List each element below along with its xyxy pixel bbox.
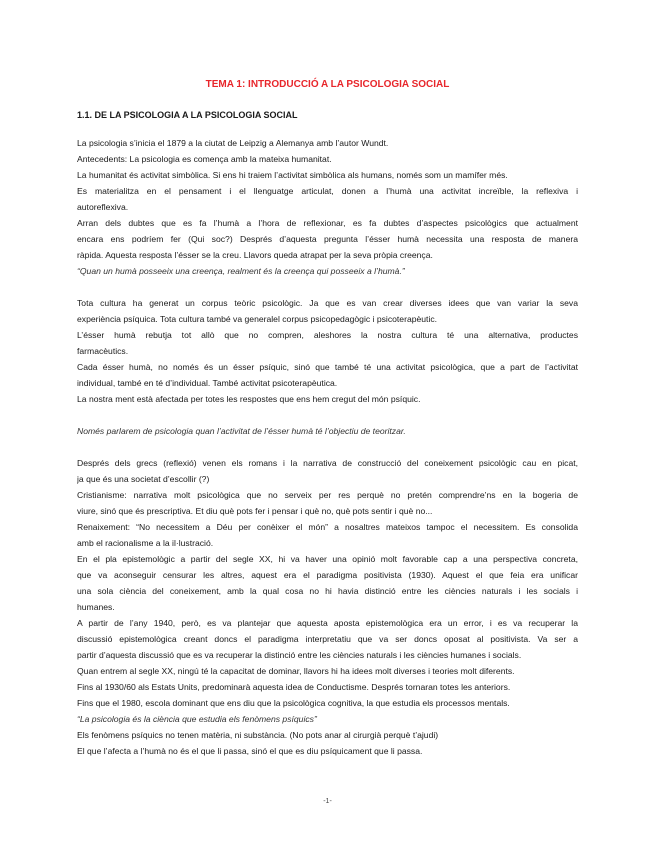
paragraph [77, 327, 578, 359]
text-line: Fins al 1930/60 als Estats Units, predominarà aquesta idea de Conductisme. Després tornaran totes les anteriors. [77, 682, 511, 692]
blank-line [77, 439, 578, 455]
paragraph [77, 183, 578, 215]
paragraph [77, 391, 578, 407]
paragraph [77, 727, 578, 743]
text-line: L’ésser humà rebutja tot allò que no compren, aleshores la nostra cultura té una alternativa, productes [77, 330, 578, 340]
text-line: farmacèutics. [77, 346, 129, 356]
text-line: Fins que el 1980, escola dominant que ens diu que la psicològica cognitiva, la que estudia els processos mentals. [77, 698, 510, 708]
text-line: Renaixement: “No necessitem a Déu per conèixer el món” a nosaltres mateixos tampoc el necessitem. Es consolida [77, 522, 578, 532]
text-line: que va aconseguir censurar les altres, aquest era el paradigma positivista (1930). Aquest el que feia era unificar [77, 570, 578, 580]
text-line: ja que és una societat d’escollir (?) [77, 474, 210, 484]
text-line: viure, sinó que és prescriptiva. Et diu què pots fer i pensar i què no, què pots sentir i què no... [77, 506, 433, 516]
paragraph [77, 215, 578, 263]
text-line: ràpida. Aquesta resposta l’ésser se la creu. Llavors queda atrapat per la seva pròpia creença. [77, 250, 433, 260]
paragraph [77, 295, 578, 327]
paragraph [77, 455, 578, 487]
text-line: Després dels grecs (reflexió) venen els romans i la narrativa de construcció del coneixement psicològic cau en picat, [77, 458, 578, 468]
text-line: encara ens podríem fer (Qui soc?) Després d’aquesta pregunta l’ésser humà necessita una resposta de manera [77, 234, 578, 244]
text-line: En el pla epistemològic a partir del segle XX, hi va haver una opinió molt favorable cap a una perspectiva concreta, [77, 554, 578, 564]
quote-paragraph [77, 263, 578, 279]
text-line: discussió epistemològica creant doncs el paradigma interpretatiu que va ser doncs oposat al positivista. Va ser a [77, 634, 578, 644]
text-line: Els fenòmens psíquics no tenen matèria, ni substància. (No pots anar al cirurgià perquè t’ajudi) [77, 730, 439, 740]
quote-paragraph [77, 711, 578, 727]
text-line: Es materialitza en el pensament i el llenguatge articulat, donen a l’humà una activitat increïble, la reflexiva i [77, 186, 578, 196]
text-line: partir d’aquesta discussió que es va recuperar la distinció entre les ciències naturals i les ciències humanes i socials. [77, 650, 522, 660]
quote-paragraph [77, 423, 578, 439]
paragraph [77, 615, 578, 663]
text-line: La nostra ment està afectada per totes les respostes que ens hem cregut del món psíquic. [77, 394, 421, 404]
text-line: Arran dels dubtes que es fa l’humà a l’hora de reflexionar, es fa dubtes d’aspectes psicològics que actualment [77, 218, 578, 228]
text-line: individual, també en té d’individual. També activitat psicoterapèutica. [77, 378, 338, 388]
paragraph [77, 551, 578, 615]
text-line: experiència psíquica. Tota cultura també va generalel corpus psicopedagògic i psicoterapèutic. [77, 314, 438, 324]
text-line: “Quan un humà posseeix una creença, realment és la creença qui posseeix a l’humà.” [77, 266, 405, 276]
document-body [77, 135, 578, 759]
document-title: TEMA 1: INTRODUCCIÓ A LA PSICOLOGIA SOCIAL [205, 79, 450, 90]
paragraph [77, 151, 578, 167]
text-line: Cada ésser humà, no només és un ésser psíquic, sinó que també té una activitat psicològica, que a part de l’activitat [77, 362, 578, 372]
text-line: “La psicologia és la ciència que estudia els fenòmens psíquics” [77, 714, 317, 724]
blank-line [77, 407, 578, 423]
paragraph [77, 135, 578, 151]
text-line: Cristianisme: narrativa molt psicològica que no serveix per res perquè no pretén comprendre’ns en la bogeria de [77, 490, 578, 500]
text-line: autoreflexiva. [77, 202, 129, 212]
paragraph [77, 679, 578, 695]
text-line: El que l’afecta a l’humà no és el que li passa, sinó el que es diu psíquicament que li passa. [77, 746, 423, 756]
paragraph [77, 167, 578, 183]
text-line: Només parlarem de psicologia quan l’activitat de l’ésser humà té l’objectiu de teoritzar. [77, 426, 406, 436]
text-line: La psicologia s’inicia el 1879 a la ciutat de Leipzig a Alemanya amb l’autor Wundt. [77, 138, 389, 148]
text-line: Quan entrem al segle XX, ningú té la capacitat de dominar, llavors hi ha idees molt diverses i teories molt diferents. [77, 666, 515, 676]
section-heading: 1.1. DE LA PSICOLOGIA A LA PSICOLOGIA SOCIAL [77, 110, 298, 120]
page-number: -1- [323, 798, 332, 805]
text-line: Tota cultura ha generat un corpus teòric psicològic. Ja que es van crear diverses idees que van variar la seva [77, 298, 578, 308]
text-line: La humanitat és activitat simbòlica. Si ens hi traiem l’activitat simbòlica als humans, només som un mamífer més. [77, 170, 508, 180]
paragraph [77, 359, 578, 391]
paragraph [77, 519, 578, 551]
text-line: amb el racionalisme a la il·lustració. [77, 538, 214, 548]
paragraph [77, 743, 578, 759]
paragraph [77, 487, 578, 519]
text-line: A partir de l’any 1940, però, es va plantejar que aquesta aposta epistemològica era un error, i es va recuperar la [77, 618, 578, 628]
paragraph [77, 663, 578, 679]
text-line: Antecedents: La psicologia es comença amb la mateixa humanitat. [77, 154, 332, 164]
blank-line [77, 279, 578, 295]
text-line: una sola ciència del coneixement, amb la qual cosa no hi havia distinció entre les ciències naturals i les socials i [77, 586, 578, 596]
text-line: humanes. [77, 602, 115, 612]
paragraph [77, 695, 578, 711]
